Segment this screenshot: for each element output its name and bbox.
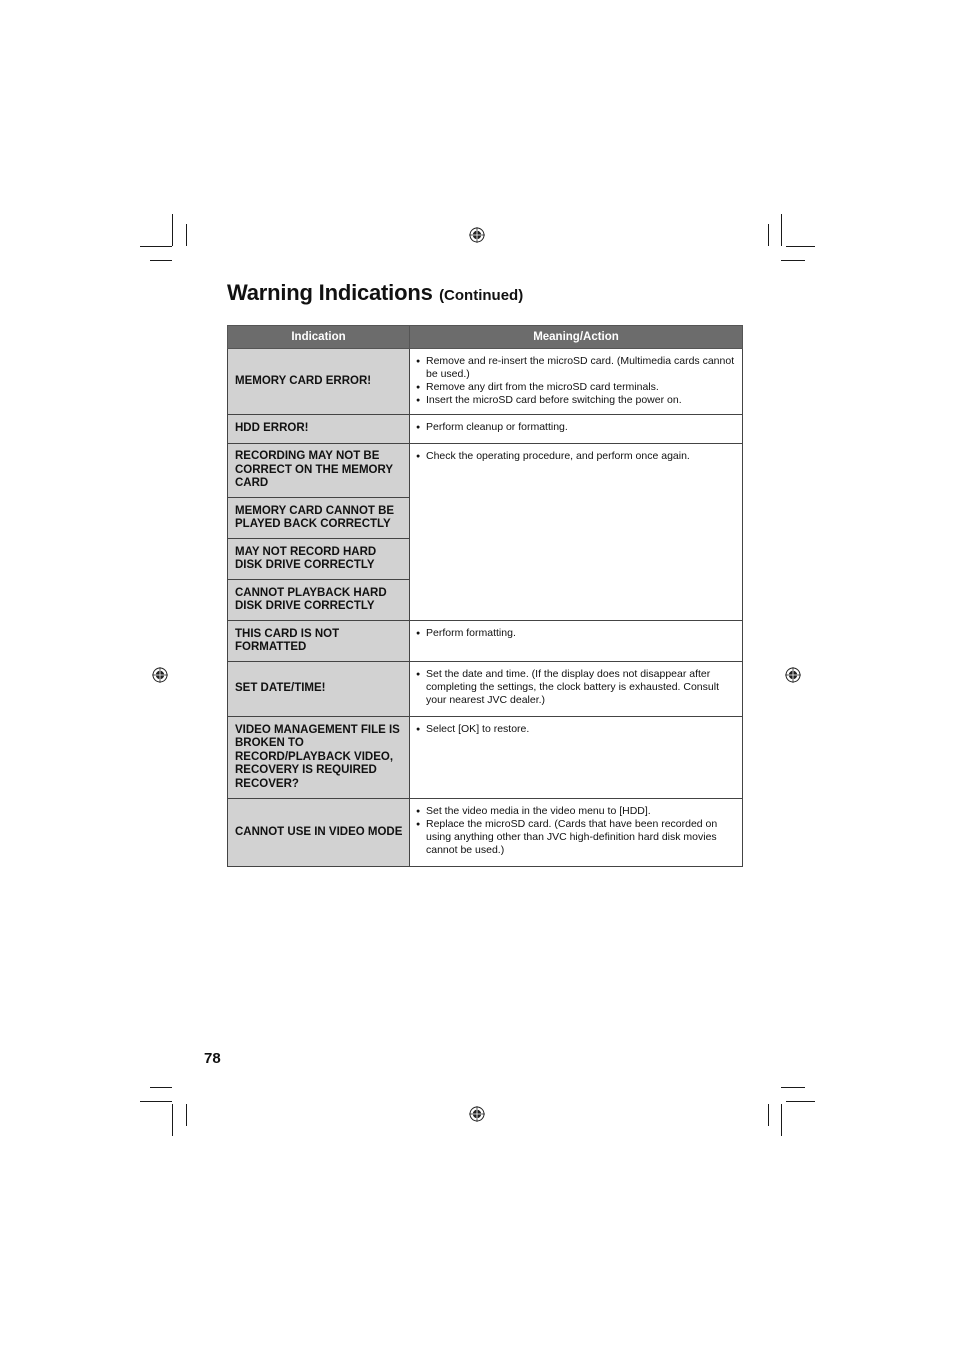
indication-cell: THIS CARD IS NOT FORMATTED [228, 621, 410, 662]
indication-cell: RECORDING MAY NOT BE CORRECT ON THE MEMORY CARD [228, 444, 410, 498]
action-cell [410, 415, 743, 444]
indication-cell: CANNOT PLAYBACK HARD DISK DRIVE CORRECTLY [228, 580, 410, 621]
crop-mark [172, 1104, 173, 1136]
crop-mark [786, 1101, 815, 1102]
action-cell [410, 662, 743, 717]
action-item: ● Insert the microSD card before switching the power on. [416, 394, 737, 407]
registration-mark-icon [785, 667, 801, 683]
warning-table [227, 325, 743, 867]
table-row [228, 349, 743, 415]
action-item: ● Remove and re-insert the microSD card. (Multimedia cards cannot be used.) [416, 355, 737, 381]
table-header-row [228, 326, 743, 349]
table-row [228, 621, 743, 662]
action-cell [410, 621, 743, 662]
page-title-subtitle: (Continued) [439, 287, 524, 304]
crop-mark [172, 214, 173, 246]
action-item: ● Set the date and time. (If the display does not disappear after completing the settings, the clock battery is exhausted. Consult your nearest JVC dealer.) [416, 668, 737, 707]
indication-cell: HDD ERROR! [228, 415, 410, 444]
crop-mark [781, 1104, 782, 1136]
registration-mark-icon [469, 1106, 485, 1122]
crop-mark [150, 260, 172, 261]
crop-mark [786, 246, 815, 247]
action-item: ● Perform cleanup or formatting. [416, 421, 737, 434]
page-title-main: Warning Indications [227, 280, 433, 305]
indication-cell: VIDEO MANAGEMENT FILE IS BROKEN TO RECORD/PLAYBACK VIDEO, RECOVERY IS REQUIRED RECOVER? [228, 717, 410, 799]
indication-cell: MAY NOT RECORD HARD DISK DRIVE CORRECTLY [228, 539, 410, 580]
action-item: ● Remove any dirt from the microSD card terminals. [416, 381, 737, 394]
indication-cell: MEMORY CARD ERROR! [228, 349, 410, 415]
indication-cell: CANNOT USE IN VIDEO MODE [228, 799, 410, 867]
table-row [228, 444, 743, 498]
action-cell [410, 799, 743, 867]
table-row [228, 799, 743, 867]
action-item: ● Perform formatting. [416, 627, 737, 640]
crop-mark [150, 1087, 172, 1088]
column-header-indication: Indication [228, 326, 410, 349]
action-cell [410, 717, 743, 799]
action-cell [410, 349, 743, 415]
column-header-meaning: Meaning/Action [410, 326, 743, 349]
crop-mark [186, 224, 187, 246]
registration-mark-icon [469, 227, 485, 243]
action-item: ● Set the video media in the video menu to [HDD]. [416, 805, 737, 818]
crop-mark [186, 1104, 187, 1126]
indication-cell: MEMORY CARD CANNOT BE PLAYED BACK CORRECTLY [228, 498, 410, 539]
table-row [228, 717, 743, 799]
crop-mark [768, 1104, 769, 1126]
action-item: ● Replace the microSD card. (Cards that have been recorded on using anything other than JVC high-definition hard disk movies cannot be used.) [416, 818, 737, 857]
table-row [228, 662, 743, 717]
crop-mark [781, 260, 805, 261]
registration-mark-icon [152, 667, 168, 683]
crop-mark [140, 1101, 172, 1102]
table-row [228, 415, 743, 444]
crop-mark [781, 1087, 805, 1088]
action-cell [410, 444, 743, 621]
action-item: ● Check the operating procedure, and perform once again. [416, 450, 737, 463]
crop-mark [781, 214, 782, 246]
crop-mark [768, 224, 769, 246]
page-title [227, 280, 523, 306]
crop-mark [140, 246, 172, 247]
action-item: ● Select [OK] to restore. [416, 723, 737, 736]
page-number: 78 [204, 1050, 221, 1067]
indication-cell: SET DATE/TIME! [228, 662, 410, 717]
